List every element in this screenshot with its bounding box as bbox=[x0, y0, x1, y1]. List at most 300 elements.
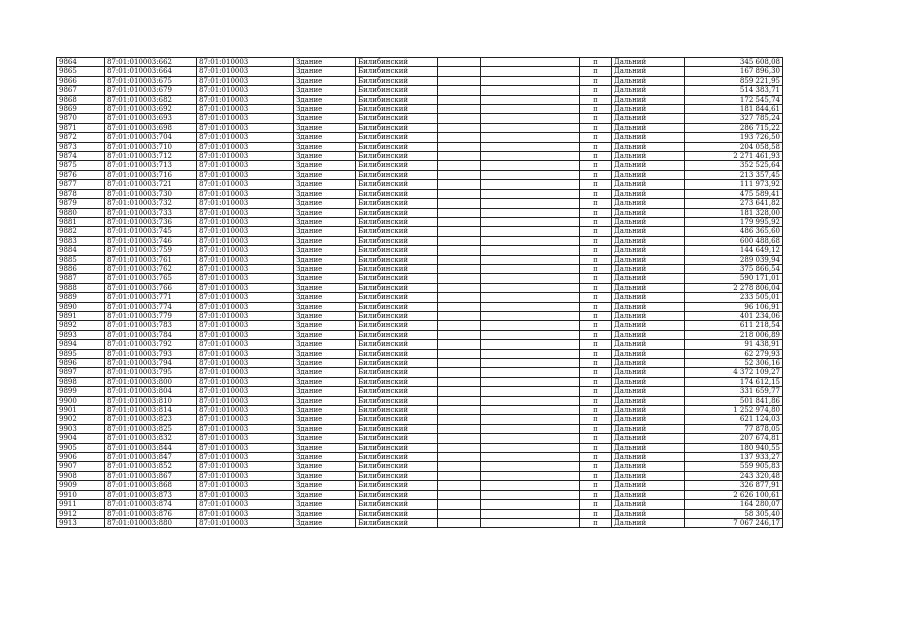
object-type-cell: Здание bbox=[294, 453, 356, 462]
cadastral-value-cell: 91 438,91 bbox=[685, 340, 783, 349]
empty-cell bbox=[481, 76, 580, 85]
zone-cell: Дальний bbox=[612, 199, 685, 208]
cadastral-number-cell: 87:01:010003:868 bbox=[105, 481, 197, 490]
empty-cell bbox=[438, 142, 481, 151]
cadastral-number-cell: 87:01:010003:765 bbox=[105, 274, 197, 283]
cadastral-number-cell: 87:01:010003:779 bbox=[105, 311, 197, 320]
row-number-cell: 9880 bbox=[57, 208, 105, 217]
cadastral-number-cell: 87:01:010003:793 bbox=[105, 349, 197, 358]
code-cell: п bbox=[580, 443, 612, 452]
table-row bbox=[57, 415, 783, 424]
cadastral-quarter-cell: 87:01:010003 bbox=[197, 152, 294, 161]
zone-cell: Дальний bbox=[612, 133, 685, 142]
code-cell: п bbox=[580, 481, 612, 490]
zone-cell: Дальний bbox=[612, 208, 685, 217]
district-cell: Билибинский bbox=[356, 481, 438, 490]
district-cell: Билибинский bbox=[356, 86, 438, 95]
empty-cell bbox=[438, 302, 481, 311]
object-type-cell: Здание bbox=[294, 58, 356, 67]
cadastral-number-cell: 87:01:010003:732 bbox=[105, 199, 197, 208]
code-cell: п bbox=[580, 227, 612, 236]
district-cell: Билибинский bbox=[356, 443, 438, 452]
empty-cell bbox=[481, 359, 580, 368]
cadastral-value-cell: 289 039,94 bbox=[685, 255, 783, 264]
code-cell: п bbox=[580, 58, 612, 67]
district-cell: Билибинский bbox=[356, 133, 438, 142]
empty-cell bbox=[481, 142, 580, 151]
empty-cell bbox=[481, 255, 580, 264]
table-row bbox=[57, 123, 783, 132]
cadastral-number-cell: 87:01:010003:746 bbox=[105, 236, 197, 245]
empty-cell bbox=[438, 311, 481, 320]
empty-cell bbox=[438, 161, 481, 170]
row-number-cell: 9883 bbox=[57, 236, 105, 245]
district-cell: Билибинский bbox=[356, 434, 438, 443]
table-row bbox=[57, 359, 783, 368]
object-type-cell: Здание bbox=[294, 330, 356, 339]
code-cell: п bbox=[580, 255, 612, 264]
empty-cell bbox=[481, 471, 580, 480]
row-number-cell: 9890 bbox=[57, 302, 105, 311]
cadastral-quarter-cell: 87:01:010003 bbox=[197, 481, 294, 490]
code-cell: п bbox=[580, 67, 612, 76]
table-row bbox=[57, 152, 783, 161]
district-cell: Билибинский bbox=[356, 340, 438, 349]
row-number-cell: 9873 bbox=[57, 142, 105, 151]
empty-cell bbox=[481, 377, 580, 386]
cadastral-quarter-cell: 87:01:010003 bbox=[197, 518, 294, 527]
cadastral-quarter-cell: 87:01:010003 bbox=[197, 311, 294, 320]
object-type-cell: Здание bbox=[294, 142, 356, 151]
code-cell: п bbox=[580, 264, 612, 273]
zone-cell: Дальний bbox=[612, 500, 685, 509]
cadastral-value-cell: 172 545,74 bbox=[685, 95, 783, 104]
object-type-cell: Здание bbox=[294, 302, 356, 311]
district-cell: Билибинский bbox=[356, 142, 438, 151]
district-cell: Билибинский bbox=[356, 58, 438, 67]
empty-cell bbox=[438, 377, 481, 386]
code-cell: п bbox=[580, 321, 612, 330]
cadastral-value-cell: 859 221,95 bbox=[685, 76, 783, 85]
object-type-cell: Здание bbox=[294, 396, 356, 405]
cadastral-quarter-cell: 87:01:010003 bbox=[197, 415, 294, 424]
row-number-cell: 9903 bbox=[57, 424, 105, 433]
empty-cell bbox=[481, 180, 580, 189]
empty-cell bbox=[438, 396, 481, 405]
cadastral-value-cell: 243 320,48 bbox=[685, 471, 783, 480]
cadastral-quarter-cell: 87:01:010003 bbox=[197, 227, 294, 236]
cadastral-number-cell: 87:01:010003:704 bbox=[105, 133, 197, 142]
cadastral-number-cell: 87:01:010003:713 bbox=[105, 161, 197, 170]
cadastral-number-cell: 87:01:010003:761 bbox=[105, 255, 197, 264]
object-type-cell: Здание bbox=[294, 189, 356, 198]
empty-cell bbox=[481, 105, 580, 114]
empty-cell bbox=[481, 86, 580, 95]
cadastral-number-cell: 87:01:010003:794 bbox=[105, 359, 197, 368]
empty-cell bbox=[438, 255, 481, 264]
cadastral-quarter-cell: 87:01:010003 bbox=[197, 58, 294, 67]
code-cell: п bbox=[580, 368, 612, 377]
empty-cell bbox=[438, 217, 481, 226]
table-row bbox=[57, 133, 783, 142]
zone-cell: Дальний bbox=[612, 86, 685, 95]
empty-cell bbox=[481, 227, 580, 236]
district-cell: Билибинский bbox=[356, 471, 438, 480]
cadastral-value-cell: 4 372 109,27 bbox=[685, 368, 783, 377]
table-row bbox=[57, 368, 783, 377]
empty-cell bbox=[481, 274, 580, 283]
empty-cell bbox=[438, 105, 481, 114]
code-cell: п bbox=[580, 509, 612, 518]
district-cell: Билибинский bbox=[356, 396, 438, 405]
cadastral-value-cell: 375 866,54 bbox=[685, 264, 783, 273]
object-type-cell: Здание bbox=[294, 170, 356, 179]
cadastral-number-cell: 87:01:010003:682 bbox=[105, 95, 197, 104]
cadastral-quarter-cell: 87:01:010003 bbox=[197, 274, 294, 283]
zone-cell: Дальний bbox=[612, 58, 685, 67]
cadastral-number-cell: 87:01:010003:762 bbox=[105, 264, 197, 273]
zone-cell: Дальний bbox=[612, 170, 685, 179]
empty-cell bbox=[438, 500, 481, 509]
cadastral-quarter-cell: 87:01:010003 bbox=[197, 283, 294, 292]
row-number-cell: 9888 bbox=[57, 283, 105, 292]
empty-cell bbox=[481, 434, 580, 443]
empty-cell bbox=[481, 387, 580, 396]
cadastral-quarter-cell: 87:01:010003 bbox=[197, 330, 294, 339]
cadastral-value-cell: 559 905,83 bbox=[685, 462, 783, 471]
district-cell: Билибинский bbox=[356, 227, 438, 236]
district-cell: Билибинский bbox=[356, 67, 438, 76]
row-number-cell: 9895 bbox=[57, 349, 105, 358]
cadastral-value-cell: 590 171,01 bbox=[685, 274, 783, 283]
empty-cell bbox=[438, 199, 481, 208]
code-cell: п bbox=[580, 283, 612, 292]
cadastral-value-table bbox=[56, 57, 783, 528]
zone-cell: Дальний bbox=[612, 415, 685, 424]
cadastral-quarter-cell: 87:01:010003 bbox=[197, 471, 294, 480]
cadastral-value-cell: 213 357,45 bbox=[685, 170, 783, 179]
district-cell: Билибинский bbox=[356, 76, 438, 85]
cadastral-value-cell: 96 106,91 bbox=[685, 302, 783, 311]
cadastral-number-cell: 87:01:010003:679 bbox=[105, 86, 197, 95]
zone-cell: Дальний bbox=[612, 274, 685, 283]
cadastral-value-cell: 164 280,07 bbox=[685, 500, 783, 509]
cadastral-value-cell: 77 878,05 bbox=[685, 424, 783, 433]
object-type-cell: Здание bbox=[294, 105, 356, 114]
row-number-cell: 9884 bbox=[57, 246, 105, 255]
code-cell: п bbox=[580, 161, 612, 170]
empty-cell bbox=[438, 274, 481, 283]
row-number-cell: 9891 bbox=[57, 311, 105, 320]
table-row bbox=[57, 518, 783, 527]
district-cell: Билибинский bbox=[356, 311, 438, 320]
row-number-cell: 9869 bbox=[57, 105, 105, 114]
empty-cell bbox=[438, 95, 481, 104]
code-cell: п bbox=[580, 453, 612, 462]
cadastral-quarter-cell: 87:01:010003 bbox=[197, 302, 294, 311]
district-cell: Билибинский bbox=[356, 302, 438, 311]
district-cell: Билибинский bbox=[356, 349, 438, 358]
code-cell: п bbox=[580, 246, 612, 255]
zone-cell: Дальний bbox=[612, 481, 685, 490]
district-cell: Билибинский bbox=[356, 114, 438, 123]
cadastral-value-cell: 286 715,22 bbox=[685, 123, 783, 132]
zone-cell: Дальний bbox=[612, 161, 685, 170]
object-type-cell: Здание bbox=[294, 67, 356, 76]
cadastral-number-cell: 87:01:010003:876 bbox=[105, 509, 197, 518]
table-row bbox=[57, 76, 783, 85]
table-row bbox=[57, 114, 783, 123]
zone-cell: Дальний bbox=[612, 227, 685, 236]
zone-cell: Дальний bbox=[612, 453, 685, 462]
cadastral-value-cell: 2 626 100,61 bbox=[685, 490, 783, 499]
cadastral-value-cell: 111 973,92 bbox=[685, 180, 783, 189]
row-number-cell: 9866 bbox=[57, 76, 105, 85]
object-type-cell: Здание bbox=[294, 518, 356, 527]
zone-cell: Дальний bbox=[612, 387, 685, 396]
cadastral-number-cell: 87:01:010003:733 bbox=[105, 208, 197, 217]
code-cell: п bbox=[580, 274, 612, 283]
code-cell: п bbox=[580, 518, 612, 527]
cadastral-quarter-cell: 87:01:010003 bbox=[197, 95, 294, 104]
cadastral-quarter-cell: 87:01:010003 bbox=[197, 377, 294, 386]
row-number-cell: 9899 bbox=[57, 387, 105, 396]
empty-cell bbox=[481, 293, 580, 302]
cadastral-quarter-cell: 87:01:010003 bbox=[197, 434, 294, 443]
object-type-cell: Здание bbox=[294, 490, 356, 499]
empty-cell bbox=[481, 152, 580, 161]
zone-cell: Дальний bbox=[612, 462, 685, 471]
empty-cell bbox=[438, 133, 481, 142]
row-number-cell: 9908 bbox=[57, 471, 105, 480]
code-cell: п bbox=[580, 349, 612, 358]
row-number-cell: 9881 bbox=[57, 217, 105, 226]
empty-cell bbox=[438, 349, 481, 358]
table-row bbox=[57, 199, 783, 208]
cadastral-quarter-cell: 87:01:010003 bbox=[197, 76, 294, 85]
cadastral-quarter-cell: 87:01:010003 bbox=[197, 340, 294, 349]
object-type-cell: Здание bbox=[294, 377, 356, 386]
row-number-cell: 9882 bbox=[57, 227, 105, 236]
cadastral-number-cell: 87:01:010003:847 bbox=[105, 453, 197, 462]
zone-cell: Дальний bbox=[612, 105, 685, 114]
empty-cell bbox=[438, 471, 481, 480]
district-cell: Билибинский bbox=[356, 518, 438, 527]
object-type-cell: Здание bbox=[294, 406, 356, 415]
empty-cell bbox=[481, 443, 580, 452]
cadastral-number-cell: 87:01:010003:832 bbox=[105, 434, 197, 443]
cadastral-number-cell: 87:01:010003:759 bbox=[105, 246, 197, 255]
cadastral-quarter-cell: 87:01:010003 bbox=[197, 246, 294, 255]
cadastral-quarter-cell: 87:01:010003 bbox=[197, 349, 294, 358]
cadastral-number-cell: 87:01:010003:766 bbox=[105, 283, 197, 292]
district-cell: Билибинский bbox=[356, 283, 438, 292]
cadastral-value-cell: 207 674,81 bbox=[685, 434, 783, 443]
empty-cell bbox=[481, 283, 580, 292]
district-cell: Билибинский bbox=[356, 105, 438, 114]
row-number-cell: 9907 bbox=[57, 462, 105, 471]
zone-cell: Дальний bbox=[612, 142, 685, 151]
object-type-cell: Здание bbox=[294, 76, 356, 85]
empty-cell bbox=[438, 518, 481, 527]
row-number-cell: 9906 bbox=[57, 453, 105, 462]
zone-cell: Дальний bbox=[612, 509, 685, 518]
cadastral-value-cell: 611 218,54 bbox=[685, 321, 783, 330]
cadastral-value-cell: 7 067 246,17 bbox=[685, 518, 783, 527]
object-type-cell: Здание bbox=[294, 387, 356, 396]
cadastral-value-cell: 144 649,12 bbox=[685, 246, 783, 255]
empty-cell bbox=[481, 67, 580, 76]
empty-cell bbox=[481, 340, 580, 349]
code-cell: п bbox=[580, 86, 612, 95]
zone-cell: Дальний bbox=[612, 302, 685, 311]
row-number-cell: 9876 bbox=[57, 170, 105, 179]
cadastral-value-cell: 58 305,40 bbox=[685, 509, 783, 518]
row-number-cell: 9901 bbox=[57, 406, 105, 415]
object-type-cell: Здание bbox=[294, 481, 356, 490]
empty-cell bbox=[438, 76, 481, 85]
row-number-cell: 9904 bbox=[57, 434, 105, 443]
district-cell: Билибинский bbox=[356, 406, 438, 415]
object-type-cell: Здание bbox=[294, 114, 356, 123]
district-cell: Билибинский bbox=[356, 500, 438, 509]
cadastral-number-cell: 87:01:010003:664 bbox=[105, 67, 197, 76]
cadastral-quarter-cell: 87:01:010003 bbox=[197, 396, 294, 405]
empty-cell bbox=[438, 67, 481, 76]
row-number-cell: 9893 bbox=[57, 330, 105, 339]
row-number-cell: 9894 bbox=[57, 340, 105, 349]
code-cell: п bbox=[580, 330, 612, 339]
object-type-cell: Здание bbox=[294, 227, 356, 236]
table-row bbox=[57, 434, 783, 443]
object-type-cell: Здание bbox=[294, 246, 356, 255]
table-row bbox=[57, 462, 783, 471]
district-cell: Билибинский bbox=[356, 368, 438, 377]
district-cell: Билибинский bbox=[356, 180, 438, 189]
cadastral-number-cell: 87:01:010003:675 bbox=[105, 76, 197, 85]
object-type-cell: Здание bbox=[294, 274, 356, 283]
empty-cell bbox=[438, 208, 481, 217]
object-type-cell: Здание bbox=[294, 264, 356, 273]
table-row bbox=[57, 142, 783, 151]
code-cell: п bbox=[580, 217, 612, 226]
cadastral-quarter-cell: 87:01:010003 bbox=[197, 142, 294, 151]
cadastral-quarter-cell: 87:01:010003 bbox=[197, 255, 294, 264]
code-cell: п bbox=[580, 76, 612, 85]
table-row bbox=[57, 302, 783, 311]
code-cell: п bbox=[580, 208, 612, 217]
object-type-cell: Здание bbox=[294, 293, 356, 302]
zone-cell: Дальний bbox=[612, 490, 685, 499]
empty-cell bbox=[481, 453, 580, 462]
empty-cell bbox=[481, 349, 580, 358]
row-number-cell: 9897 bbox=[57, 368, 105, 377]
cadastral-number-cell: 87:01:010003:784 bbox=[105, 330, 197, 339]
cadastral-quarter-cell: 87:01:010003 bbox=[197, 387, 294, 396]
cadastral-value-cell: 401 234,06 bbox=[685, 311, 783, 320]
district-cell: Билибинский bbox=[356, 293, 438, 302]
table-row bbox=[57, 105, 783, 114]
row-number-cell: 9870 bbox=[57, 114, 105, 123]
empty-cell bbox=[438, 509, 481, 518]
zone-cell: Дальний bbox=[612, 246, 685, 255]
empty-cell bbox=[481, 161, 580, 170]
cadastral-quarter-cell: 87:01:010003 bbox=[197, 490, 294, 499]
row-number-cell: 9896 bbox=[57, 359, 105, 368]
row-number-cell: 9911 bbox=[57, 500, 105, 509]
cadastral-number-cell: 87:01:010003:774 bbox=[105, 302, 197, 311]
code-cell: п bbox=[580, 462, 612, 471]
row-number-cell: 9868 bbox=[57, 95, 105, 104]
empty-cell bbox=[481, 95, 580, 104]
district-cell: Билибинский bbox=[356, 199, 438, 208]
object-type-cell: Здание bbox=[294, 462, 356, 471]
cadastral-quarter-cell: 87:01:010003 bbox=[197, 133, 294, 142]
empty-cell bbox=[438, 170, 481, 179]
empty-cell bbox=[438, 462, 481, 471]
empty-cell bbox=[481, 424, 580, 433]
table-row bbox=[57, 86, 783, 95]
table-row bbox=[57, 170, 783, 179]
table-row bbox=[57, 274, 783, 283]
cadastral-number-cell: 87:01:010003:867 bbox=[105, 471, 197, 480]
cadastral-quarter-cell: 87:01:010003 bbox=[197, 321, 294, 330]
table-row bbox=[57, 227, 783, 236]
empty-cell bbox=[438, 340, 481, 349]
cadastral-number-cell: 87:01:010003:844 bbox=[105, 443, 197, 452]
district-cell: Билибинский bbox=[356, 462, 438, 471]
table-row bbox=[57, 67, 783, 76]
empty-cell bbox=[481, 133, 580, 142]
cadastral-value-cell: 193 726,50 bbox=[685, 133, 783, 142]
cadastral-number-cell: 87:01:010003:783 bbox=[105, 321, 197, 330]
empty-cell bbox=[438, 236, 481, 245]
object-type-cell: Здание bbox=[294, 217, 356, 226]
cadastral-number-cell: 87:01:010003:698 bbox=[105, 123, 197, 132]
table-row bbox=[57, 283, 783, 292]
empty-cell bbox=[438, 283, 481, 292]
row-number-cell: 9905 bbox=[57, 443, 105, 452]
empty-cell bbox=[481, 415, 580, 424]
cadastral-value-cell: 621 124,03 bbox=[685, 415, 783, 424]
code-cell: п bbox=[580, 302, 612, 311]
cadastral-number-cell: 87:01:010003:730 bbox=[105, 189, 197, 198]
cadastral-value-cell: 2 271 461,93 bbox=[685, 152, 783, 161]
empty-cell bbox=[438, 481, 481, 490]
row-number-cell: 9912 bbox=[57, 509, 105, 518]
cadastral-value-cell: 167 896,30 bbox=[685, 67, 783, 76]
object-type-cell: Здание bbox=[294, 434, 356, 443]
zone-cell: Дальний bbox=[612, 359, 685, 368]
code-cell: п bbox=[580, 123, 612, 132]
cadastral-value-cell: 52 306,16 bbox=[685, 359, 783, 368]
row-number-cell: 9875 bbox=[57, 161, 105, 170]
zone-cell: Дальний bbox=[612, 67, 685, 76]
empty-cell bbox=[481, 321, 580, 330]
empty-cell bbox=[438, 490, 481, 499]
cadastral-quarter-cell: 87:01:010003 bbox=[197, 161, 294, 170]
zone-cell: Дальний bbox=[612, 76, 685, 85]
object-type-cell: Здание bbox=[294, 133, 356, 142]
row-number-cell: 9913 bbox=[57, 518, 105, 527]
cadastral-number-cell: 87:01:010003:800 bbox=[105, 377, 197, 386]
empty-cell bbox=[481, 406, 580, 415]
cadastral-number-cell: 87:01:010003:852 bbox=[105, 462, 197, 471]
empty-cell bbox=[438, 434, 481, 443]
empty-cell bbox=[481, 236, 580, 245]
empty-cell bbox=[438, 424, 481, 433]
cadastral-value-cell: 174 612,15 bbox=[685, 377, 783, 386]
